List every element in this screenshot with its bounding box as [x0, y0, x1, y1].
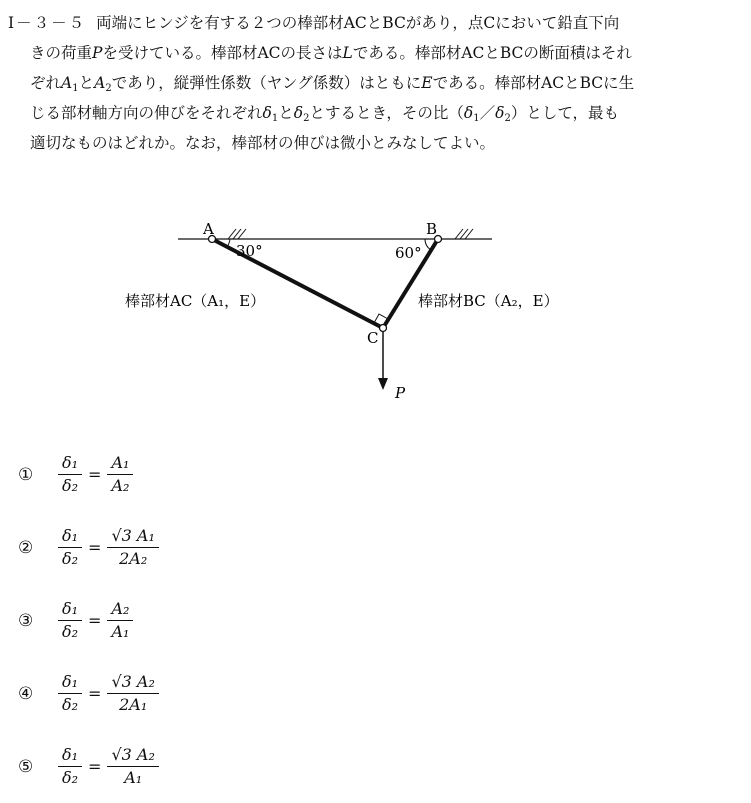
choice-3[interactable]: ③ $\frac{\text{δ₁}}{\text{δ₂}}$ = $\frac{\text{A₂}}{\text{A₁}}$	[18, 584, 159, 657]
problem-line-5: 適切なものはどれか。なお，棒部材の伸びは微小とみなしてよい。	[30, 134, 496, 152]
lhs-fraction: $\frac{\text{δ₁}}{\text{δ₂}}$	[58, 452, 82, 497]
hatch-B	[455, 229, 473, 239]
sqrt-sign: √	[111, 745, 122, 764]
choice-number: ④	[18, 683, 34, 704]
angle-a-label: 30°	[236, 242, 263, 260]
sqrt-sign: √	[111, 526, 122, 545]
rhs-fraction: $\frac{\text{A₁}}{\text{A₂}}$	[107, 452, 133, 497]
lhs-fraction: $\frac{\text{δ₁}}{\text{δ₂}}$	[58, 598, 82, 643]
member-bc-label: 棒部材BC（A₂，E）	[418, 292, 559, 310]
hatch-A	[228, 229, 246, 239]
lhs-fraction: $\frac{\text{δ₁}}{\text{δ₂}}$	[58, 671, 82, 716]
choice-2[interactable]: ② $\frac{\text{δ₁}}{\text{δ₂}}$ = $\frac{\text{√3 A₁}}{\text{2A₂}}$	[18, 511, 159, 584]
load-arrow-head	[378, 378, 388, 390]
joint-c	[380, 325, 387, 332]
answer-choices	[18, 438, 159, 803]
choice-4[interactable]: ④ $\frac{\text{δ₁}}{\text{δ₂}}$ = $\frac{\text{√3 A₂}}{\text{2A₁}}$	[18, 657, 159, 730]
sqrt-sign: √	[111, 672, 122, 691]
choice-number: ⑤	[18, 756, 34, 777]
choice-5[interactable]: ⑤ $\frac{\text{δ₁}}{\text{δ₂}}$ = $\frac{\text{√3 A₂}}{\text{A₁}}$	[18, 730, 159, 803]
rhs-fraction: $\frac{\text{√3 A₂}}{\text{2A₁}}$	[107, 671, 158, 716]
choice-number: ③	[18, 610, 34, 631]
problem-line-4: じる部材軸方向の伸びをそれぞれ$\delta_1$と$\delta_2$とするとき，その比$(\delta_1/\delta_2)$として，最も	[30, 104, 620, 124]
label-a: A	[203, 220, 214, 238]
rhs-fraction: $\frac{\text{√3 A₁}}{\text{2A₂}}$	[107, 525, 158, 570]
problem-statement	[8, 8, 743, 158]
choice-number: ②	[18, 537, 34, 558]
rhs-fraction: $\frac{\text{√3 A₂}}{\text{A₁}}$	[107, 744, 158, 789]
lhs-fraction: $\frac{\text{δ₁}}{\text{δ₂}}$	[58, 744, 82, 789]
rhs-fraction: $\frac{\text{A₂}}{\text{A₁}}$	[107, 598, 133, 643]
lhs-fraction: $\frac{\text{δ₁}}{\text{δ₂}}$	[58, 525, 82, 570]
member-ac-label: 棒部材AC（A₁，E）	[125, 292, 266, 310]
choice-1[interactable]: ① $\frac{\text{δ₁}}{\text{δ₂}}$ = $\frac{\text{A₁}}{\text{A₂}}$	[18, 438, 159, 511]
angle-b-label: 60°	[395, 244, 422, 262]
load-label: P	[395, 384, 406, 402]
choice-number: ①	[18, 464, 34, 485]
label-c: C	[367, 329, 379, 347]
truss-diagram	[125, 212, 559, 412]
problem-line-3: ぞれ$A_1$と$A_2$であり，縦弾性係数（ヤング係数）はともにEである。棒部材ACとBCに生	[30, 74, 635, 94]
problem-line-1: Ⅰ－３－５ 両端にヒンジを有する２つの棒部材ACとBCがあり，点Cにおいて鉛直下向	[8, 14, 620, 32]
label-b: B	[426, 220, 438, 238]
problem-line-2: きの荷重Pを受けている。棒部材ACの長さはLである。棒部材ACとBCの断面積はそれ	[30, 44, 632, 62]
problem-number: Ⅰ－３－５	[8, 14, 87, 32]
